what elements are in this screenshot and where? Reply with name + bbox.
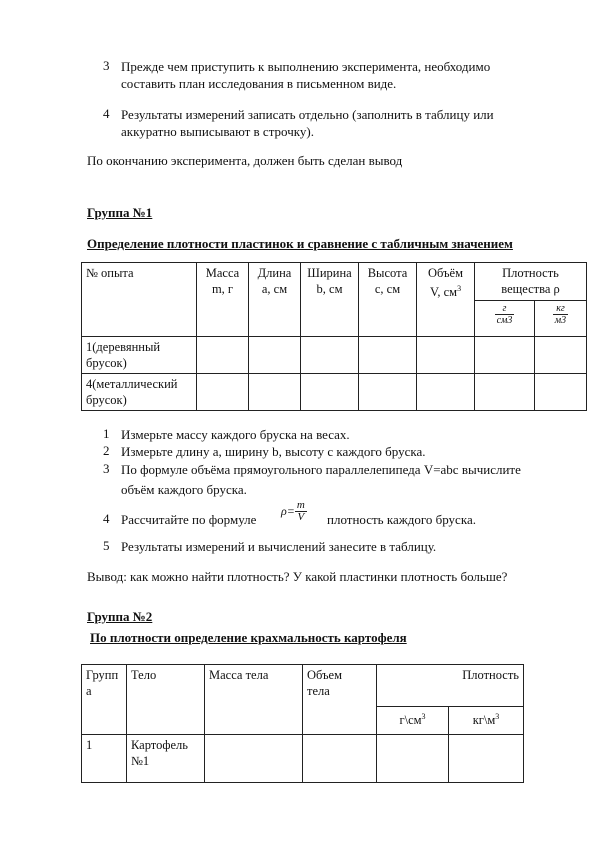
step-text: Рассчитайте по формуле (121, 512, 257, 527)
header-body: Тело (127, 665, 205, 735)
step-number: 2 (103, 443, 110, 458)
row-group-no: 1 (82, 735, 127, 783)
conclusion-note: По окончанию эксперимента, должен быть сделан вывод (87, 153, 403, 168)
item-text-line: аккуратно выписывают в строчку). (121, 124, 314, 139)
group1-question: Вывод: как можно найти плотность? У какой пластинки плотность больше? (87, 569, 508, 584)
header-density: Плотность (377, 665, 524, 707)
step-text: объём каждого бруска. (121, 482, 247, 497)
step-number: 3 (103, 461, 110, 476)
table-row (82, 374, 587, 411)
row-body: Картофель №1 (127, 735, 205, 783)
item-text-line: составить план исследования в письменном виде. (121, 76, 397, 91)
header-density: Плотность вещества ρ (475, 263, 587, 301)
unit-g-cm3: $г\backslash см^3$ (377, 707, 449, 735)
header-body-mass: Масса тела (205, 665, 303, 735)
item-number: 4 (103, 106, 110, 121)
group2-title: Группа №2 (87, 609, 153, 624)
unit-kg-m3: $кг\backslash м^3$ (449, 707, 524, 735)
header-length: Длина a, см (249, 263, 301, 337)
group1-title: Группа №1 (87, 205, 153, 220)
header-experiment-no: № опыта (82, 263, 197, 337)
step-text: Измерьте массу каждого бруска на весах. (121, 427, 350, 442)
group1-subtitle: Определение плотности пластинок и сравнение с табличным значением (87, 236, 513, 251)
group2-table (81, 664, 524, 783)
unit-kg-per-m3: $\frac{кг}{м3}$ (535, 301, 587, 337)
table-row (82, 735, 524, 783)
step-number: 4 (103, 511, 110, 526)
group2-subtitle: По плотности определение крахмальность картофеля (90, 630, 407, 645)
step-number: 5 (103, 538, 110, 553)
unit-g-per-cm3: $\frac{г}{см3}$ (475, 301, 535, 337)
item-text-line: Результаты измерений записать отдельно (заполнить в таблицу или (121, 107, 494, 122)
step-text: Измерьте длину а, ширину b, высоту с каждого бруска. (121, 444, 426, 459)
density-formula: ρ= $\frac{m}{V}$ (281, 499, 305, 523)
item-number: 3 (103, 58, 110, 73)
step-text: Результаты измерений и вычислений занесите в таблицу. (121, 539, 437, 554)
header-height: Высота c, см (359, 263, 417, 337)
step-number: 1 (103, 426, 110, 441)
header-width: Ширина b, см (301, 263, 359, 337)
step-text: По формуле объёма прямоугольного параллелепипеда V=abc вычислите (121, 462, 521, 477)
group1-table (81, 262, 587, 411)
header-volume: Объём V, $см^3$ (417, 263, 475, 337)
row-label-wooden: 1(деревянный брусок) (82, 337, 197, 374)
header-mass: Масса m, г (197, 263, 249, 337)
header-group: Групп а (82, 665, 127, 735)
item-text-line: Прежде чем приступить к выполнению эксперимента, необходимо (121, 59, 491, 74)
step-text: плотность каждого бруска. (327, 512, 476, 527)
header-body-volume: Объем тела (303, 665, 377, 735)
row-label-metal: 4(металлический брусок) (82, 374, 197, 411)
table-row (82, 337, 587, 374)
